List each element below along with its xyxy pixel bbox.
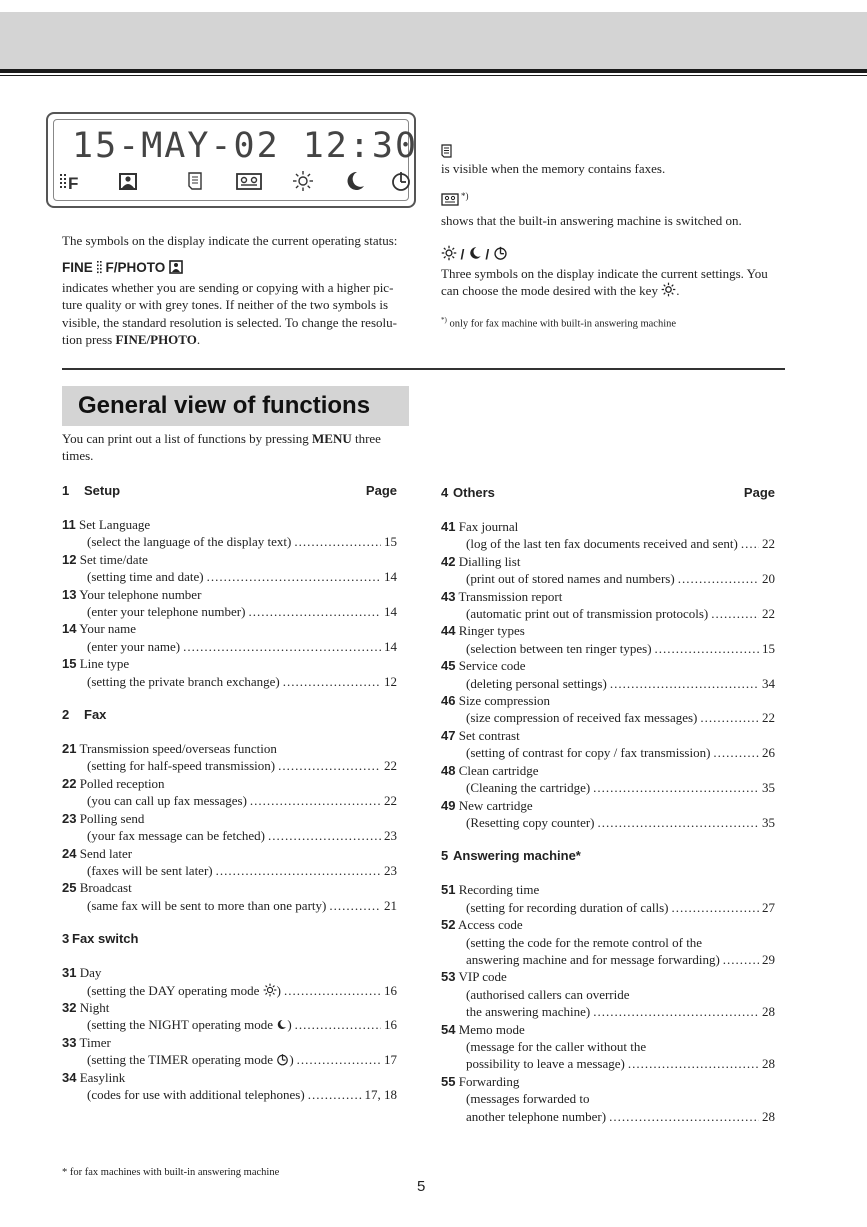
answering-machine-icon	[235, 170, 263, 192]
function-24: 24 Send later	[62, 845, 133, 861]
function-51: 51 Recording time	[441, 882, 540, 898]
function-list-others: 41 Fax journal (log of the last ten fax documents received and sent) ..... 22 42 Dialling list (print out of stored names and numbers) ..... 20 43 Transmission report (automatic print out of transmission protocols) ..... 22 44 Ringer types (selection between ten ringer types) ..... 15 45 Service code (deleting personal settings) ..... 34 46 Size compression (size compression of received fax messages) ..... 22 47 Set contrast (setting of contrast for copy / fax transmission) ..... 26 48 Clean cartridge (Cleaning the cartridge) ..... 35 49 New cartridge (Resetting copy counter) ..... 35	[441, 518, 775, 831]
timer-icon	[276, 1053, 289, 1066]
menu-key: MENU	[312, 431, 352, 446]
function-13: 13 Your telephone number	[62, 586, 202, 602]
function-47: 47 Set contrast	[441, 727, 520, 743]
header-rule-thin	[0, 75, 867, 76]
photo-icon	[169, 260, 183, 274]
section-fax-switch-heading: 3 Fax switch	[62, 931, 139, 947]
memory-icon	[186, 170, 204, 192]
svg-text:F: F	[68, 174, 79, 192]
lcd-display	[46, 112, 419, 208]
functions-right-column	[441, 485, 775, 1125]
function-11: 11 Set Language	[62, 517, 151, 532]
sun-key-icon	[661, 282, 676, 297]
timer-icon	[390, 170, 412, 192]
function-55: 55 Forwarding	[441, 1073, 520, 1089]
function-list-setup: 11 Set Language (select the language of the display text) ..... 15 12 Set time/date (setting time and date) ..... 14 13 Your telephone number (enter your telephone number) ..... 14 14 Your name (enter your name) ..... 14 15 Line type (setting the private branch exchange) ..... 12	[62, 516, 397, 690]
section-setup-heading: 1 Setup Page	[62, 483, 397, 498]
memory-description: is visible when the memory contains faxes.	[441, 161, 666, 176]
function-15: 15 Line type	[62, 656, 130, 672]
moon-icon	[276, 1018, 287, 1031]
function-42: 42 Dialling list	[441, 553, 521, 569]
answering-machine-icon	[441, 193, 459, 206]
page-number: 5	[417, 1178, 426, 1195]
function-25: 25 Broadcast	[62, 880, 132, 896]
fine-photo-description: indicates whether you are sending or copying with a higher pic- ture quality or with grey tones. If neither of the two symbols is visible, the standard resolution is selected. To change the resolu- tion press FINE/PHOTO.	[62, 280, 397, 348]
sun-icon	[263, 983, 277, 997]
tad-description: shows that the built-in answering machine is switched on.	[441, 213, 742, 228]
function-23: 23 Polling send	[62, 810, 145, 826]
modes-description: Three symbols on the display indicate the current settings. You can choose the mode desired with the key .	[441, 266, 768, 299]
memory-icon	[441, 144, 453, 158]
functions-left-column	[62, 483, 397, 1103]
function-52: 52 Access code	[441, 917, 523, 933]
function-list-fax: 21 Transmission speed/overseas function (setting for half-speed transmission) ..... 22 22 Polled reception (you can call up fax messages) ..... 22 23 Polling send (your fax message can be fetched) ..... 23 24 Send later (faxes will be sent later) ..... 23 25 Broadcast (same fax will be sent to more than one party) ..... 21	[62, 740, 397, 914]
section-answering-machine-heading: 5 Answering machine*	[441, 848, 581, 864]
function-45: 45 Service code	[441, 658, 526, 674]
section-fax-heading: 2 Fax	[62, 707, 107, 723]
function-14: 14 Your name	[62, 621, 137, 637]
status-intro: The symbols on the display indicate the current operating status:	[62, 233, 398, 248]
timer-icon	[493, 245, 508, 261]
header-band	[0, 12, 867, 69]
mode-symbols: / /	[441, 245, 508, 264]
function-53: 53 VIP code	[441, 969, 507, 985]
answering-machine-footnote: *) only for fax machine with built-in answering machine	[441, 316, 677, 330]
lcd-text: 15-MAY-02 12:30	[72, 126, 419, 166]
moon-icon	[468, 245, 482, 261]
function-43: 43 Transmission report	[441, 588, 563, 604]
function-32: 32 Night	[62, 999, 110, 1015]
function-44: 44 Ringer types	[441, 623, 525, 639]
tad-footnote-mark: *)	[461, 191, 469, 201]
function-list-answering-machine: 51 Recording time (setting for recording duration of calls) ..... 27 52 Access code (setting the code for the remote control of the answering machine and for message forwarding) ..... 29 53 VIP code (authorised callers can override the answering machine) ..... 28 54 Memo mode (message for the caller without the possibility to leave a message) ..... 28 55 Forwarding (messages forwarded to another telephone number) ..... 28	[441, 881, 775, 1125]
function-12: 12 Set time/date	[62, 551, 148, 567]
photo-icon	[118, 170, 138, 192]
function-31: 31 Day	[62, 965, 102, 981]
function-21: 21 Transmission speed/overseas function	[62, 741, 277, 757]
fine-photo-heading: FINE F/PHOTO	[62, 260, 183, 275]
sun-icon	[441, 245, 457, 261]
function-22: 22 Polled reception	[62, 775, 165, 791]
lcd-icon-row	[58, 170, 403, 196]
functions-title: General view of functions	[78, 392, 371, 419]
function-49: 49 New cartridge	[441, 797, 533, 813]
function-54: 54 Memo mode	[441, 1021, 525, 1037]
function-34: 34 Easylink	[62, 1069, 126, 1085]
page-footnote: * for fax machines with built-in answering machine	[62, 1167, 280, 1178]
functions-intro: You can print out a list of functions by pressing MENU three times.	[62, 431, 381, 464]
sun-icon	[292, 170, 314, 192]
function-list-fax-switch: 31 Day (setting the DAY operating mode ) ..... 16 32 Night (setting the NIGHT operating mode ) ..... 16 33 Timer (setting the TIMER operating mode ) ..... 17 34 Easylink (codes for use with additional telephones) ..... 17, 18	[62, 964, 397, 1103]
functions-title-box	[62, 386, 409, 426]
fine-photo-key: FINE/PHOTO	[115, 332, 197, 348]
function-33: 33 Timer	[62, 1034, 111, 1050]
header-rule	[0, 69, 867, 73]
fine-icon	[60, 170, 86, 192]
moon-icon	[344, 170, 366, 192]
section-divider	[62, 368, 785, 370]
function-46: 46 Size compression	[441, 693, 551, 709]
function-41: 41 Fax journal	[441, 519, 519, 534]
section-others-heading: 4 Others Page	[441, 485, 775, 500]
function-48: 48 Clean cartridge	[441, 762, 539, 778]
